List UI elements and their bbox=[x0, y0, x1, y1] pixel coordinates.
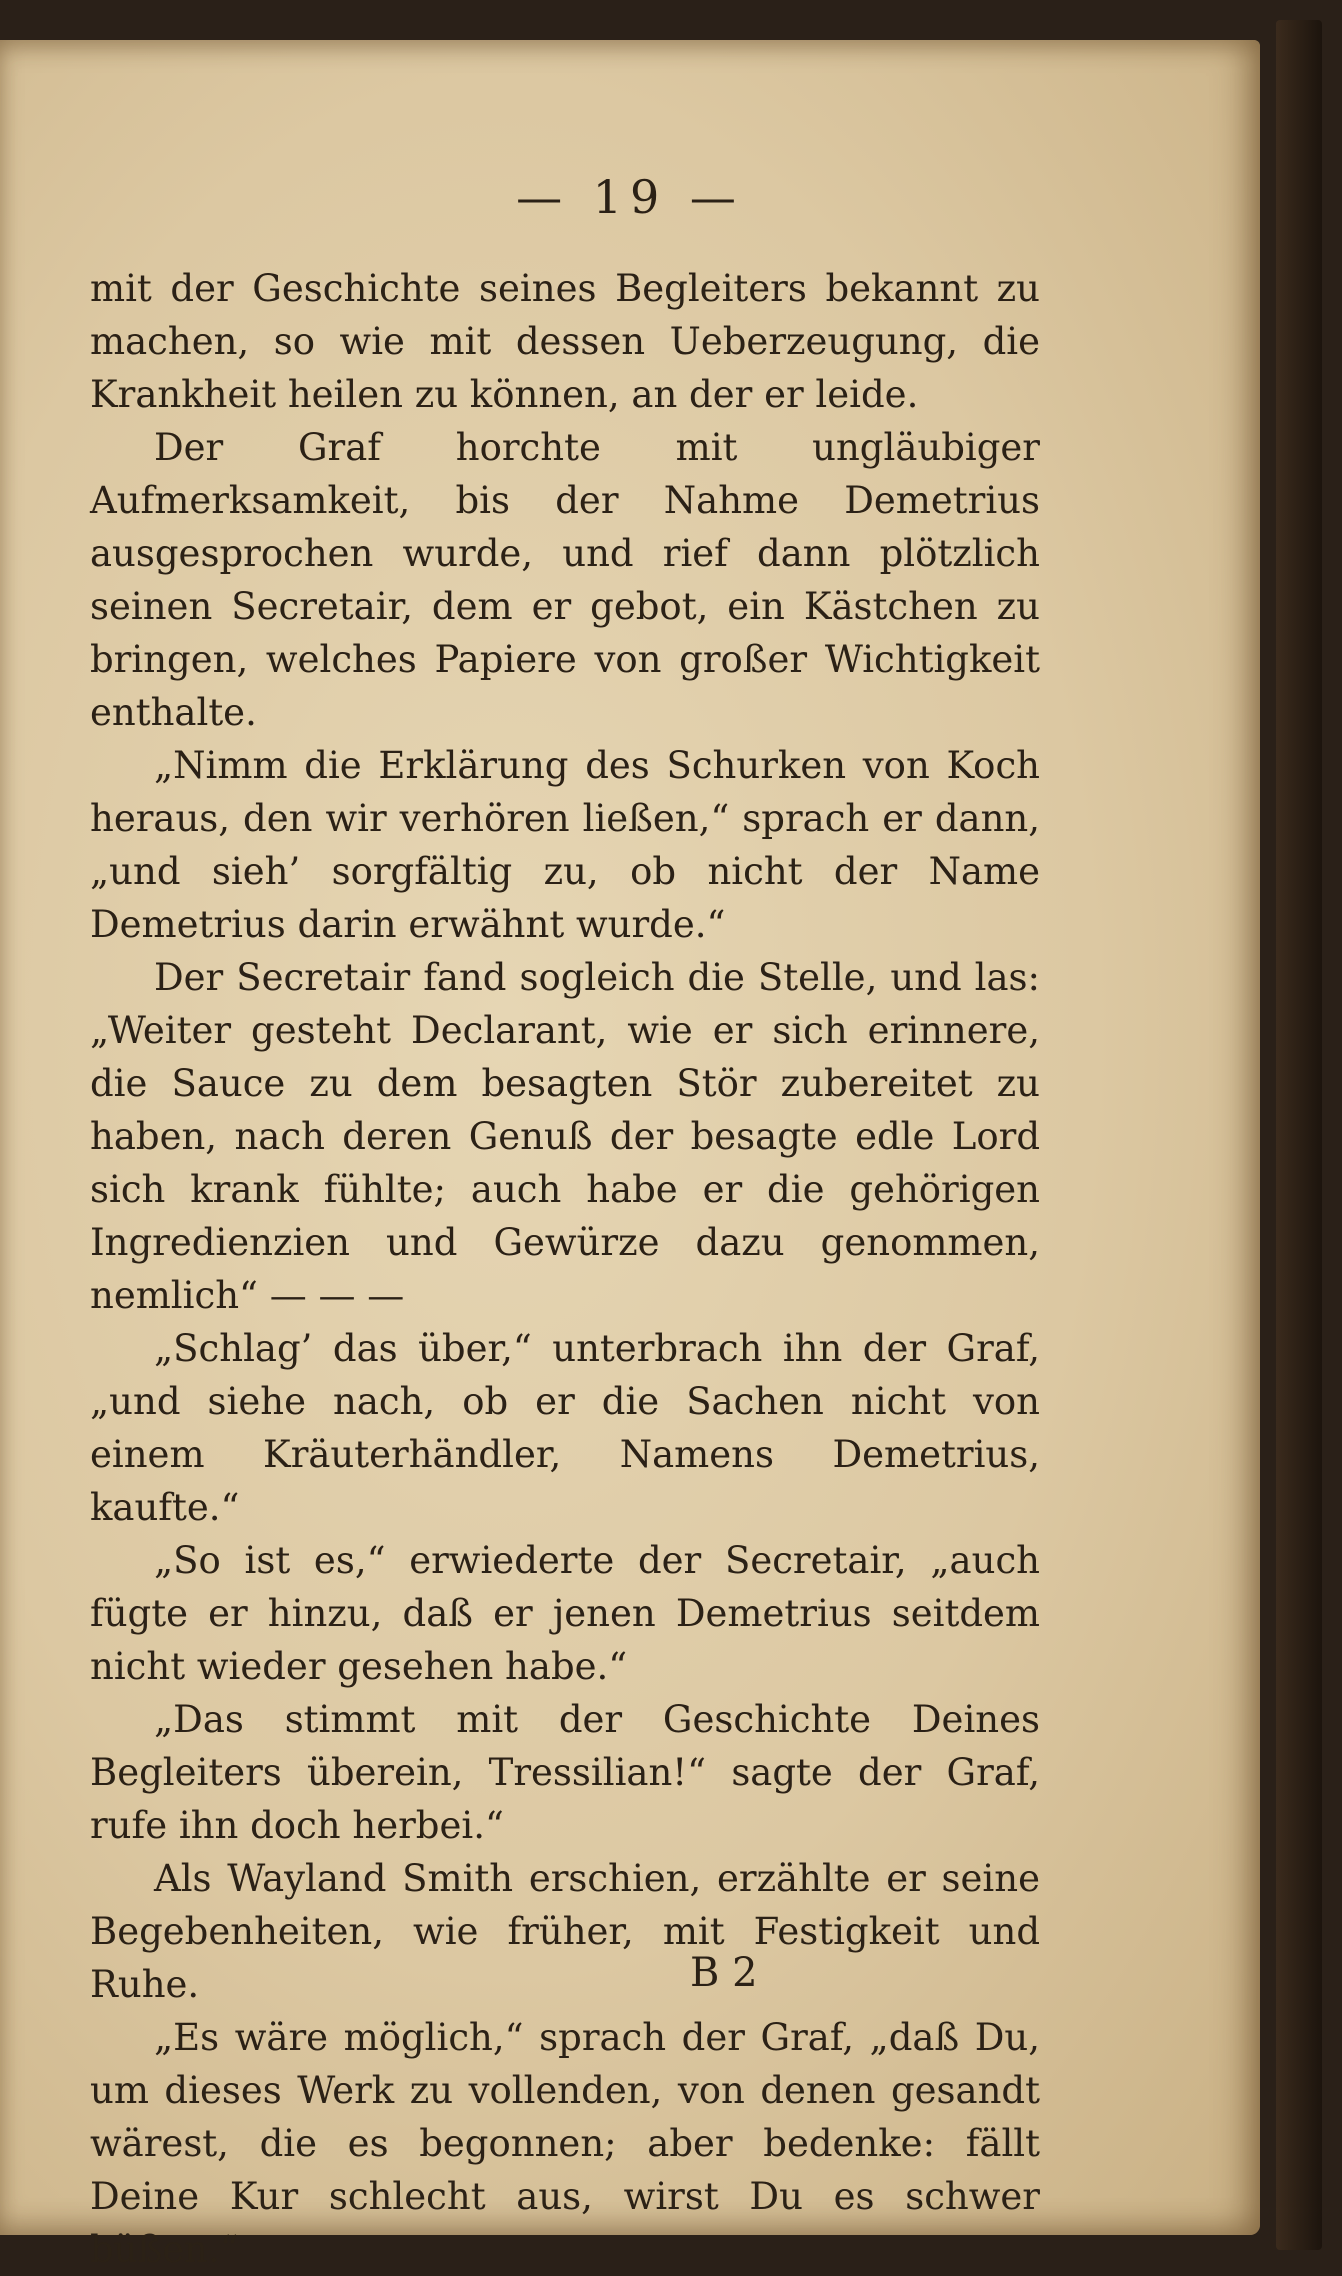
paragraph: „So ist es,“ erwiederte der Secretair, „auch fügte er hinzu, daß er jenen Demetrius seitdem nicht wieder gesehen habe.“ bbox=[90, 1539, 1040, 1688]
book-edge bbox=[1276, 20, 1322, 2250]
paragraph: Als Wayland Smith erschien, erzählte er seine Begebenheiten, wie früher, mit Festigkeit und Ruhe. bbox=[90, 1857, 1040, 2006]
paragraph: mit der Geschichte seines Begleiters bekannt zu machen, so wie mit dessen Ueberzeugung, die Krankheit heilen zu können, an der er leide. bbox=[90, 267, 1040, 416]
paragraph: „Das stimmt mit der Geschichte Deines Begleiters überein, Tressilian!“ sagte der Graf, rufe ihn doch herbei.“ bbox=[90, 1698, 1040, 1847]
paragraph: „Es wäre möglich,“ sprach der Graf, „daß Du, um dieses Werk zu vollenden, von denen gesandt wärest, die es begonnen; aber bedenke: fällt Deine Kur schlecht aus, wirst Du es schwer büßen.“ bbox=[90, 2016, 1040, 2271]
paragraph: Der Graf horchte mit ungläubiger Aufmerksamkeit, bis der Nahme Demetrius ausgesprochen wurde, und rief dann plötzlich seinen Secretair, dem er gebot, ein Kästchen zu bringen, welches Papiere von großer Wichtigkeit enthalte. bbox=[90, 426, 1040, 734]
page-number-header: — 19 — bbox=[516, 170, 744, 224]
paragraph: Der Secretair fand sogleich die Stelle, und las: „Weiter gesteht Declarant, wie er sich erinnere, die Sauce zu dem besagten Stör zubereitet zu haben, nach deren Genuß der besagte edle Lord sich krank fühlte; auch habe er die gehörigen Ingredienzien und Gewürze dazu genommen, nemlich“ — — — bbox=[90, 956, 1040, 1317]
signature-mark: B 2 bbox=[690, 1950, 758, 1996]
body-text bbox=[90, 262, 1040, 2276]
paragraph: „Schlag’ das über,“ unterbrach ihn der Graf, „und siehe nach, ob er die Sachen nicht von einem Kräuterhändler, Namens Demetrius, kaufte.“ bbox=[90, 1327, 1040, 1529]
paragraph: „Nimm die Erklärung des Schurken von Koch heraus, den wir verhören ließen,“ sprach er dann, „und sieh’ sorgfältig zu, ob nicht der Name Demetrius darin erwähnt wurde.“ bbox=[90, 744, 1040, 946]
